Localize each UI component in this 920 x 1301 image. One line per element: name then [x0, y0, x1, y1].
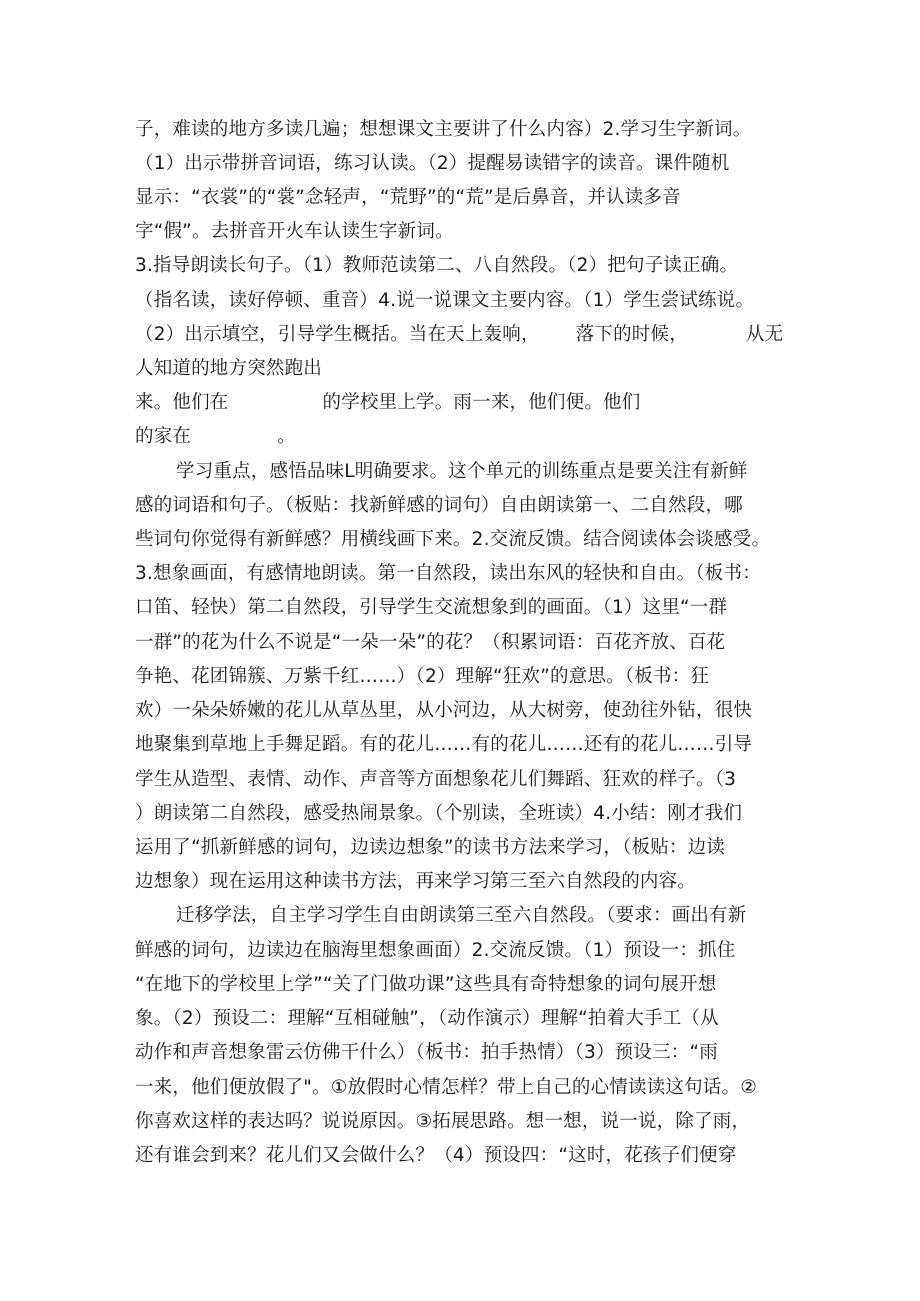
fill-blank-segment: 来。他们在: [135, 392, 229, 413]
text-line: 字“假”。去拼音开火车认读生字新词。: [135, 221, 454, 242]
text-line: 边想象）现在运用这种读书方法，再来学习第三至六自然段的内容。: [135, 871, 697, 892]
text-line: （指名读，读好停顿、重音）4.说一说课文主要内容。（1）学生尝试练说。: [135, 290, 755, 311]
text-line: [135, 322, 795, 348]
fill-blank-segment: 落下的时候，: [575, 324, 688, 345]
text-line: 感的词语和句子。（板贴：找新鲜感的词句）自由朗读第一、二自然段，哪: [135, 495, 743, 516]
text-line: 争艳、花团锦簇、万紫千红……）（2）理解“狂欢”的意思。（板书：狂: [135, 666, 710, 687]
paragraph-first-line: 学习重点，感悟品味L明确要求。这个单元的训练重点是要关注有新鲜: [176, 461, 748, 482]
text-line: 还有谁会到来？花儿们又会做什么？（4）预设四：“这时，花孩子们便穿: [135, 1145, 737, 1166]
text-line: 显示：“衣裳”的“裳”念轻声，“荒野”的“荒”是后鼻音，并认读多音: [135, 187, 681, 208]
text-line: 子，难读的地方多读几遍；想想课文主要讲了什么内容）2.学习生字新词。: [135, 119, 752, 140]
fill-blank-segment: （2）出示填空，引导学生概括。当在天上轰响，: [135, 324, 540, 345]
text-line: 学生从造型、表情、动作、声音等方面想象花儿们舞蹈、狂欢的样子。（3: [135, 769, 737, 790]
text-line: [135, 424, 795, 450]
text-line: 一来，他们便放假了"。①放假时心情怎样？带上自己的心情读读这句话。②: [135, 1077, 757, 1098]
fill-blank-segment: 从无: [745, 324, 784, 345]
text-line: 些词句你觉得有新鲜感？用横线画下来。2.交流反馈。结合阅读体会谈感受。: [135, 529, 771, 550]
text-line: 人知道的地方突然跑出: [135, 358, 323, 379]
text-line: ）朗读第二自然段，感受热闹景象。（个别读，全班读）4.小结：刚才我们: [135, 803, 743, 824]
paragraph-first-line: 迁移学法，自主学习学生自由朗读第三至六自然段。（要求：画出有新: [176, 905, 747, 926]
text-line: 一群”的花为什么不说是“一朵一朵”的花？（积累词语：百花齐放、百花: [135, 632, 726, 653]
text-line: 欢）一朵朵娇嫩的花儿从草丛里，从小河边，从大树旁，使劲往外钻，很快: [135, 700, 753, 721]
text-line: 你喜欢这样的表达吗？说说原因。③拓展思路。想一想，说一说，除了雨，: [135, 1111, 751, 1132]
text-line: 象。（2）预设二：理解“互相碰触”，（动作演示）理解“拍着大手工（从: [135, 1008, 719, 1029]
fill-blank-segment: 的学校里上学。雨一来，他们便。他们: [322, 392, 641, 413]
text-line: “在地下的学校里上学”“关了门做功课”这些具有奇特想象的词句展开想: [135, 974, 717, 995]
fill-blank-segment: 。: [277, 426, 296, 447]
text-line: 口笛、轻快）第二自然段，引导学生交流想象到的画面。（1）这里“一群: [135, 597, 728, 618]
text-line: 3.指导朗读长句子。（1）教师范读第二、八自然段。（2）把句子读正确。: [135, 255, 739, 276]
text-line: 3.想象画面，有感情地朗读。第一自然段，读出东风的轻快和自由。（板书：: [135, 563, 761, 584]
text-line: 动作和声音想象雷云仿佛干什么）（板书：拍手热情）（3）预设三：“雨: [135, 1042, 718, 1063]
fill-blank-segment: 的家在: [135, 426, 192, 447]
text-line: 地聚集到草地上手舞足蹈。有的花儿……有的花儿……还有的花儿……引导: [135, 734, 753, 755]
text-line: [135, 390, 795, 416]
text-line: （1）出示带拼音词语，练习认读。（2）提醒易读错字的读音。课件随机: [135, 153, 730, 174]
text-line: 运用了“抓新鲜感的词句，边读边想象”的读书方法来学习，（板贴：边读: [135, 837, 726, 858]
text-line: 鲜感的词句，边读边在脑海里想象画面）2.交流反馈。（1）预设一：抓住: [135, 940, 736, 961]
